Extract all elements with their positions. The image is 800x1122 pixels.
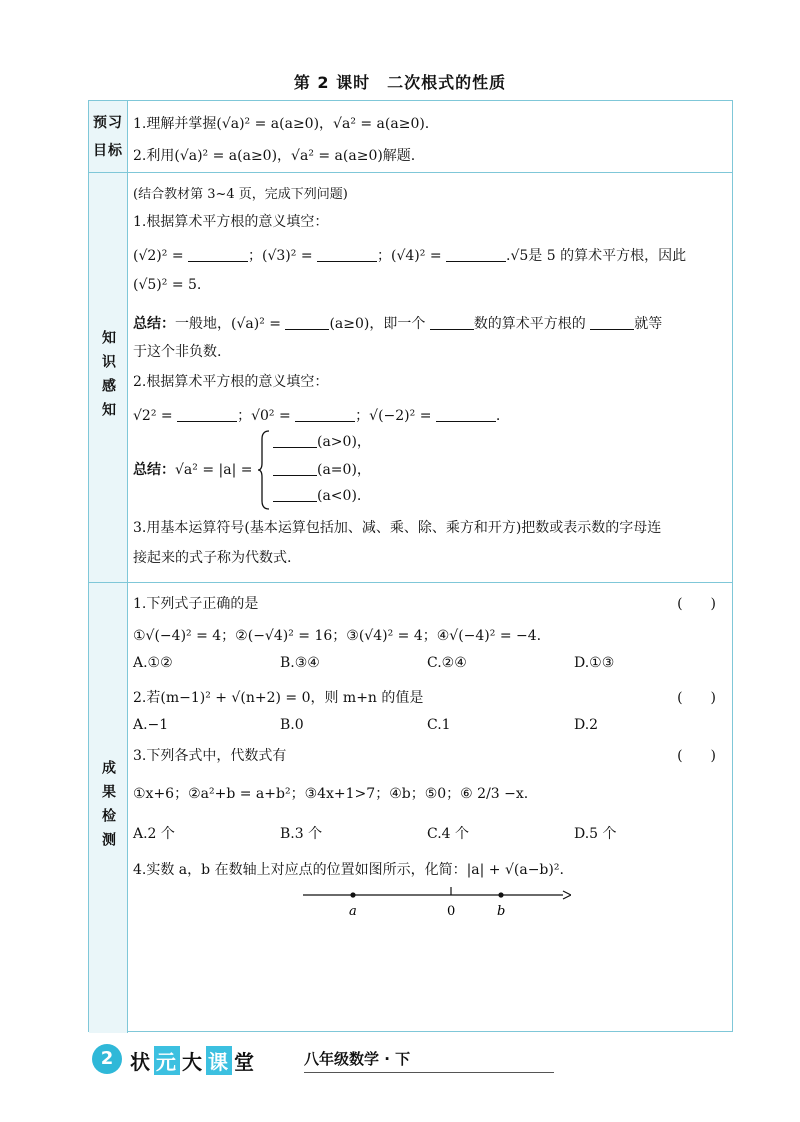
label-line: 预习 [93, 114, 123, 131]
answer-parentheses[interactable]: ( ) [677, 596, 716, 612]
goal-2: 2.利用(√a)² = a(a≥0)，√a² = a(a≥0)解题. [133, 148, 416, 164]
section-preview-goals [89, 101, 732, 173]
question-3 [133, 745, 726, 765]
point-a [350, 892, 355, 897]
option-c[interactable]: C.4 个 [427, 826, 470, 842]
section-label: 成果检测 [89, 583, 128, 1033]
case-1 [273, 431, 726, 451]
case-2 [273, 459, 726, 479]
instruction: (结合教材第 3~4 页，完成下列问题) [133, 187, 348, 202]
label-line: 目标 [93, 142, 123, 159]
section-label [89, 101, 128, 172]
answer-blank[interactable] [590, 315, 634, 330]
section-label: 知识感知 [89, 173, 128, 582]
brand-char: 大 [182, 1050, 204, 1074]
label-a: a [349, 904, 357, 919]
text: ；(√4)² = [377, 248, 442, 264]
summary-label: 总结： [133, 316, 175, 332]
brand-logo [128, 1046, 258, 1075]
text: ；√(−2)² = [355, 408, 432, 424]
goal-1: 1.理解并掌握(√a)² = a(a≥0)，√a² = a(a≥0). [133, 116, 430, 132]
summary-1-cont: 于这个非负数. [133, 344, 222, 360]
answer-blank[interactable] [285, 315, 329, 330]
subject-label: 八年级数学 · 下 [304, 1050, 411, 1068]
point-b [498, 892, 503, 897]
option-d[interactable]: D.2 [574, 717, 599, 733]
text: .√5是 5 的算术平方根，因此 [506, 248, 687, 264]
answer-blank[interactable] [430, 315, 474, 330]
left-brace-icon [257, 429, 271, 511]
brand-char: 课 [206, 1046, 232, 1075]
text: (a=0)， [317, 462, 371, 478]
question-text: 1.下列式子正确的是 [133, 596, 259, 612]
answer-blank[interactable] [177, 407, 237, 422]
arrow-right-icon [563, 891, 571, 899]
item-2: 2.根据算术平方根的意义填空： [133, 374, 329, 390]
item-3-cont: 接起来的式子称为代数式. [133, 550, 292, 566]
option-c[interactable]: C.②④ [427, 655, 467, 671]
fill-line-1 [133, 245, 726, 265]
option-c[interactable]: C.1 [427, 717, 451, 733]
text: (a>0)， [317, 434, 371, 450]
answer-blank[interactable] [317, 247, 377, 262]
summary-1 [133, 313, 726, 333]
answer-blank[interactable] [273, 461, 317, 476]
page-footer [92, 1040, 732, 1080]
answer-blank[interactable] [295, 407, 355, 422]
text: √2² = [133, 408, 173, 424]
page-title: 第 2 课时 二次根式的性质 [293, 73, 507, 92]
option-d[interactable]: D.①③ [574, 655, 615, 671]
section-check [89, 583, 732, 1033]
worksheet-table [88, 100, 733, 1032]
section-knowledge [89, 173, 732, 583]
text: √a² = |a| = [175, 462, 253, 478]
option-b[interactable]: B.0 [280, 717, 304, 733]
option-b[interactable]: B.3 个 [280, 826, 323, 842]
answer-parentheses[interactable]: ( ) [677, 690, 716, 706]
brand-char: 状 [130, 1050, 152, 1074]
option-a[interactable]: A.①② [133, 655, 173, 671]
text: (a<0). [317, 488, 362, 504]
option-a[interactable]: A.2 个 [133, 826, 175, 842]
question-1-statements: ①√(−4)² = 4；②(−√4)² = 16；③(√4)² = 4；④√(−4)² = −4. [133, 628, 542, 644]
answer-parentheses[interactable]: ( ) [677, 748, 716, 764]
label-b: b [497, 904, 506, 919]
footer-rule [304, 1072, 554, 1073]
number-line-diagram [301, 883, 571, 919]
text: (√2)² = [133, 248, 184, 264]
text: ；√0² = [237, 408, 291, 424]
brand-char: 堂 [234, 1050, 256, 1074]
item-1: 1.根据算术平方根的意义填空： [133, 214, 329, 230]
text: . [495, 408, 501, 424]
option-a[interactable]: A.−1 [133, 717, 169, 733]
answer-blank[interactable] [188, 247, 248, 262]
question-text: 2.若(m−1)² + √(n+2) = 0，则 m+n 的值是 [133, 690, 424, 706]
answer-blank[interactable] [436, 407, 496, 422]
page-number: 2 [92, 1044, 122, 1074]
fill-line-3 [133, 405, 726, 425]
brand-char: 元 [154, 1046, 180, 1075]
question-text: 3.下列各式中，代数式有 [133, 748, 287, 764]
item-3: 3.用基本运算符号(基本运算包括加、减、乘、除、乘方和开方)把数或表示数的字母连 [133, 520, 662, 536]
option-b[interactable]: B.③④ [280, 655, 320, 671]
text: 数的算术平方根的 [473, 316, 586, 332]
answer-blank[interactable] [273, 433, 317, 448]
text: (a≥0)，即一个 [329, 316, 426, 332]
answer-blank[interactable] [273, 487, 317, 502]
question-4: 4.实数 a，b 在数轴上对应点的位置如图所示，化简：|a| + √(a−b)². [133, 862, 564, 878]
option-d[interactable]: D.5 个 [574, 826, 617, 842]
text: 一般地，(√a)² = [175, 316, 281, 332]
fill-line-2: (√5)² = 5. [133, 277, 202, 293]
text: ；(√3)² = [248, 248, 313, 264]
question-1 [133, 593, 726, 613]
question-2 [133, 687, 726, 707]
summary-label: 总结： [133, 462, 175, 478]
question-3-expressions: ①x+6；②a²+b = a+b²；③4x+1>7；④b；⑤0；⑥ 2/3 −x. [133, 786, 529, 802]
case-3 [273, 487, 726, 504]
text: 就等 [634, 316, 663, 332]
answer-blank[interactable] [446, 247, 506, 262]
label-zero: 0 [447, 904, 456, 919]
